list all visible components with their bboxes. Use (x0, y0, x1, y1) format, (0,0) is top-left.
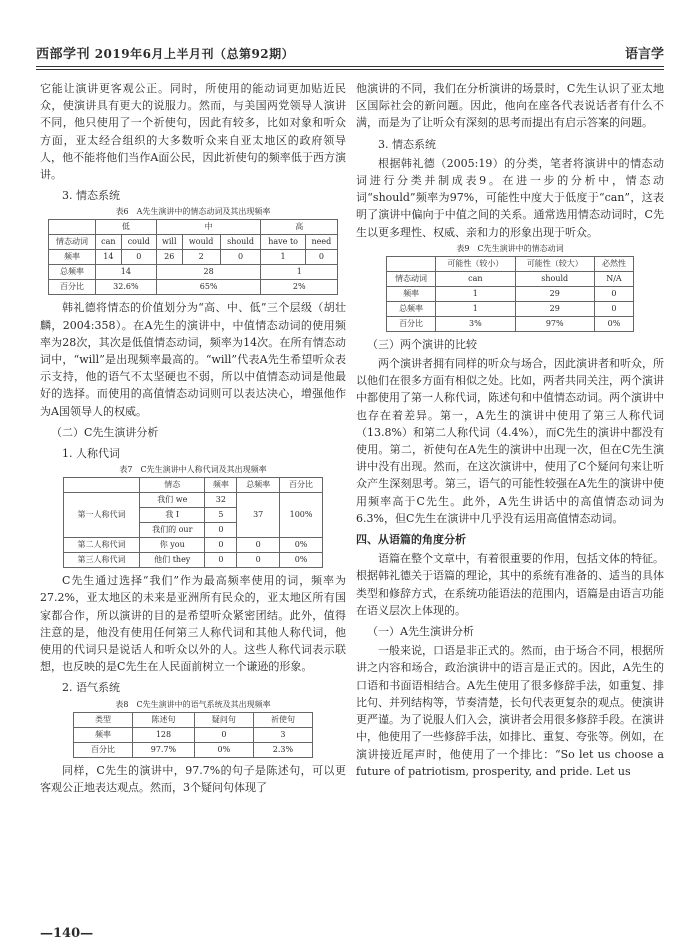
table-cell: 你 you (140, 538, 205, 553)
table-cell: 1 (436, 286, 515, 301)
table-row (49, 280, 338, 295)
table-cell: would (182, 235, 220, 250)
table-cell: 97.7% (133, 742, 195, 757)
section-heading: （一）A先生演讲分析 (367, 625, 474, 639)
section-name: 语言学 (624, 47, 664, 62)
section-heading: 1. 人称代词 (62, 447, 120, 461)
table-cell: 疑问句 (194, 712, 253, 727)
table-row (387, 316, 634, 331)
table-cell: 0 (194, 727, 253, 742)
table-cell: 26 (156, 250, 182, 265)
table-cell: 0 (305, 250, 337, 265)
table-row (387, 256, 634, 271)
issue-info: 2019年6月上半月刊（总第92期） (94, 47, 295, 61)
table-cell: 0 (121, 250, 156, 265)
table-cell: 我们的 our (140, 523, 205, 538)
table-cell: 0% (194, 742, 253, 757)
table-cell: 28 (156, 265, 261, 280)
table-cell: 百分比 (280, 478, 323, 493)
table-cell: 可能性（较小） (436, 256, 515, 271)
table-cell: 65% (156, 280, 261, 295)
paragraph: 语篇在整个文章中，有着很重要的作用，包括文体的特征。根据韩礼德关于语篇的理论，其中的系统有准备的、适当的具体类型和修辞方式，在系统功能语法的范围内，语篇是由语言功能在语义层次上体现的。 (356, 552, 664, 617)
table-cell: 频率 (205, 478, 237, 493)
table-cell: 0% (280, 553, 323, 568)
table-7 (63, 477, 323, 568)
header-rule-thin (36, 69, 664, 70)
table-cell: need (305, 235, 337, 250)
table-row (64, 493, 323, 508)
table-cell: 32.6% (95, 280, 156, 295)
table-cell: 0 (205, 553, 237, 568)
table-cell: 128 (133, 727, 195, 742)
table-cell: 29 (515, 286, 594, 301)
table-row (64, 478, 323, 493)
table-cell: will (156, 235, 182, 250)
table-cell: 必然性 (594, 256, 633, 271)
table-cell: 2 (182, 250, 220, 265)
table-cell: 14 (95, 250, 121, 265)
table-cell: 97% (515, 316, 594, 331)
table-cell: 0 (594, 286, 633, 301)
paragraph: C先生通过选择“我们”作为最高频率使用的词，频率为27.2%，亚太地区的未来是亚洲所有民众的，亚太地区所有国家都合作，所以演讲的目的是希望听众紧密团结。此外，值得注意的是，他没有使用任何第三人称代词和其他人称代词，他使用的代词只是说话人和听众以外的人。这些人称代词表示联想，也反映的是C先生在人民面前树立一个谦逊的形象。 (40, 574, 346, 674)
table-cell: 情态动词 (387, 271, 436, 286)
table-cell: 0 (237, 538, 280, 553)
table-9 (386, 256, 634, 332)
table-cell: 总频率 (49, 265, 96, 280)
table-cell: 第一人称代词 (64, 493, 140, 538)
paragraph: 同样，C先生的演讲中，97.7%的句子是陈述句，可以更客观公正地表达观点。然而，3个疑问句体现了 (40, 763, 346, 794)
left-column (40, 80, 346, 796)
table-cell (64, 478, 140, 493)
table-cell: 频率 (74, 727, 133, 742)
table-cell: 29 (515, 301, 594, 316)
table-cell: 高 (261, 220, 338, 235)
table-row (74, 712, 313, 727)
table-row (49, 235, 338, 250)
table-8 (73, 712, 313, 758)
table-cell: 37 (237, 493, 280, 538)
table-row (49, 250, 338, 265)
section-heading: （二）C先生演讲分析 (51, 425, 159, 439)
table-cell: 我们 we (140, 493, 205, 508)
table-cell: 2.3% (253, 742, 312, 757)
table-cell: can (436, 271, 515, 286)
table-row (387, 286, 634, 301)
running-header (36, 22, 664, 62)
table-row (64, 553, 323, 568)
table-row (49, 220, 338, 235)
table-cell: 类型 (74, 712, 133, 727)
table-cell: 陈述句 (133, 712, 195, 727)
table-caption: 表7 C先生演讲中人称代词及其出现频率 (119, 465, 267, 475)
paragraph: 韩礼德将情态的价值划分为“高、中、低”三个层级（胡壮麟，2004:358）。在A先生的演讲中，中值情态动词的使用频率为28次，其次是低值情态动词，频率为14次。在所有情态动词中，“will”是出现频率最高的。“will”代表A先生希望听众表示支持，他的语气不太坚硬也不弱，所以中值情态动词是他最好的选择。而使用的高值情态动词则可以表达决心，增强他作为A国领导人的权威。 (40, 301, 346, 418)
table-cell: 情态 (140, 478, 205, 493)
section-heading: 四、从语篇的角度分析 (356, 533, 466, 547)
paragraph: 它能让演讲更客观公正。同时，所使用的能动词更加贴近民众，使演讲具有更大的说服力。然而，与美国两党领导人演讲不同，他只使用了一个祈使句，因此有较多，比如对象和听众方面，亚太经合组织的大多数听众来自亚太地区的政府领导人，他不能将他们当作A面公民，因此祈使句的频率低于西方演讲。 (40, 82, 346, 182)
table-cell: 1 (261, 265, 338, 280)
table-cell: N/A (594, 271, 633, 286)
table-cell: 3% (436, 316, 515, 331)
table-cell: 100% (280, 493, 323, 538)
table-cell: 低 (95, 220, 156, 235)
table-cell: 可能性（较大） (515, 256, 594, 271)
paragraph: 一般来说，口语是非正式的。然而，由于场合不同，根据所讲之内容和场合，政治演讲中的语言是正式的。因此，A先生的口语和书面语相结合。A先生使用了很多修辞手法，如重复、排比句、并列结构等，节奏清楚，长句代表更复杂的观点。使演讲更严谨。为了说服人们入会，演讲者会用很多修辞手段。在演讲中，他使用了一些修辞手法，如排比、重复、夸张等。例如，在演讲接近尾声时，他使用了一个排比：“So let us choose a future of patriotism, prosperity, and pride. Let us (356, 644, 664, 778)
table-cell: 总频率 (237, 478, 280, 493)
table-cell: have to (261, 235, 305, 250)
table-cell: 1 (261, 250, 305, 265)
table-caption: 表9 C先生演讲中的情态动词 (456, 243, 564, 253)
table-cell: 3 (253, 727, 312, 742)
section-heading: 3. 情态系统 (62, 189, 120, 203)
table-row (74, 727, 313, 742)
table-cell: 第二人称代词 (64, 538, 140, 553)
table-cell: 祈使句 (253, 712, 312, 727)
table-cell: 总频率 (387, 301, 436, 316)
table-cell: 0% (280, 538, 323, 553)
header-rule (36, 66, 664, 67)
table-row (74, 742, 313, 757)
paragraph: 两个演讲者拥有同样的听众与场合，因此演讲者和听众，所以他们在很多方面有相似之处。比如，两者共同关注，两个演讲中都使用了第一人称代词，陈述句和中值情态动词。两个演讲中也存在着差异。第一，A先生的演讲中使用了第三人称代词（13.8%）和第二人称代词（4.4%），而C先生的演讲中都没有使用。第二，祈使句在A先生的演讲中出现一次，但在C先生演讲中没有出现。然而，在这次演讲中，使用了C个疑问句来让听众产生深刻思考。第三，语气的可能性较强在A先生的演讲中使用频率高于C先生。此外，A先生讲话中的高值情态动词为6.3%，但C先生在演讲中几乎没有运用高值情态动词。 (356, 357, 664, 525)
table-cell: 0 (205, 523, 237, 538)
table-cell: 5 (205, 508, 237, 523)
section-heading: 3. 情态系统 (378, 137, 436, 151)
table-6 (48, 219, 338, 295)
section-heading: 2. 语气系统 (62, 681, 120, 695)
table-cell: 14 (95, 265, 156, 280)
table-caption: 表6 A先生演讲中的情态动词及其出现频率 (115, 207, 271, 217)
section-heading: （三）两个演讲的比较 (367, 337, 477, 351)
table-cell: 中 (156, 220, 261, 235)
table-row (387, 301, 634, 316)
table-cell: 0 (205, 538, 237, 553)
table-cell: 他们 they (140, 553, 205, 568)
header-journal-info (36, 43, 294, 62)
table-cell: could (121, 235, 156, 250)
table-cell: 第三人称代词 (64, 553, 140, 568)
table-cell: 1 (436, 301, 515, 316)
page-number: —140— (40, 926, 94, 941)
table-cell: 0 (220, 250, 261, 265)
table-cell: 0% (594, 316, 633, 331)
table-cell (387, 256, 436, 271)
table-cell: should (515, 271, 594, 286)
table-row (49, 265, 338, 280)
table-cell: 2% (261, 280, 338, 295)
table-row (387, 271, 634, 286)
paragraph: 他演讲的不同，我们在分析演讲的场景时，C先生认识了亚太地区国际社会的新问题。因此，他向在座各代表说话者有什么不满，而是为了让听众有深刻的思考而提出有启示答案的问题。 (356, 82, 664, 130)
table-cell: should (220, 235, 261, 250)
journal-name: 西部学刊 (36, 47, 91, 62)
table-cell: 百分比 (49, 280, 96, 295)
table-caption: 表8 C先生演讲中的语气系统及其出现频率 (115, 699, 271, 709)
table-cell: 百分比 (74, 742, 133, 757)
table-cell: 32 (205, 493, 237, 508)
paragraph: 根据韩礼德（2005:19）的分类，笔者将演讲中的情态动词进行分类并制成表9。在进一步的分析中，情态动词“should”频率为97%，可能性中度大于低度于“can”，这表明了演讲中偏向于中值之间的关系。通常选用情态动词时，C先生以更多理性、权威、亲和力的形象出现于听众。 (356, 156, 664, 239)
table-cell: 0 (594, 301, 633, 316)
table-row (64, 538, 323, 553)
table-cell: 0 (237, 553, 280, 568)
table-cell: 频率 (387, 286, 436, 301)
table-cell: 频率 (49, 250, 96, 265)
table-cell: 百分比 (387, 316, 436, 331)
right-column (356, 80, 664, 780)
table-cell (49, 220, 96, 235)
table-cell: can (95, 235, 121, 250)
table-cell: 情态动词 (49, 235, 96, 250)
table-cell: 我 I (140, 508, 205, 523)
